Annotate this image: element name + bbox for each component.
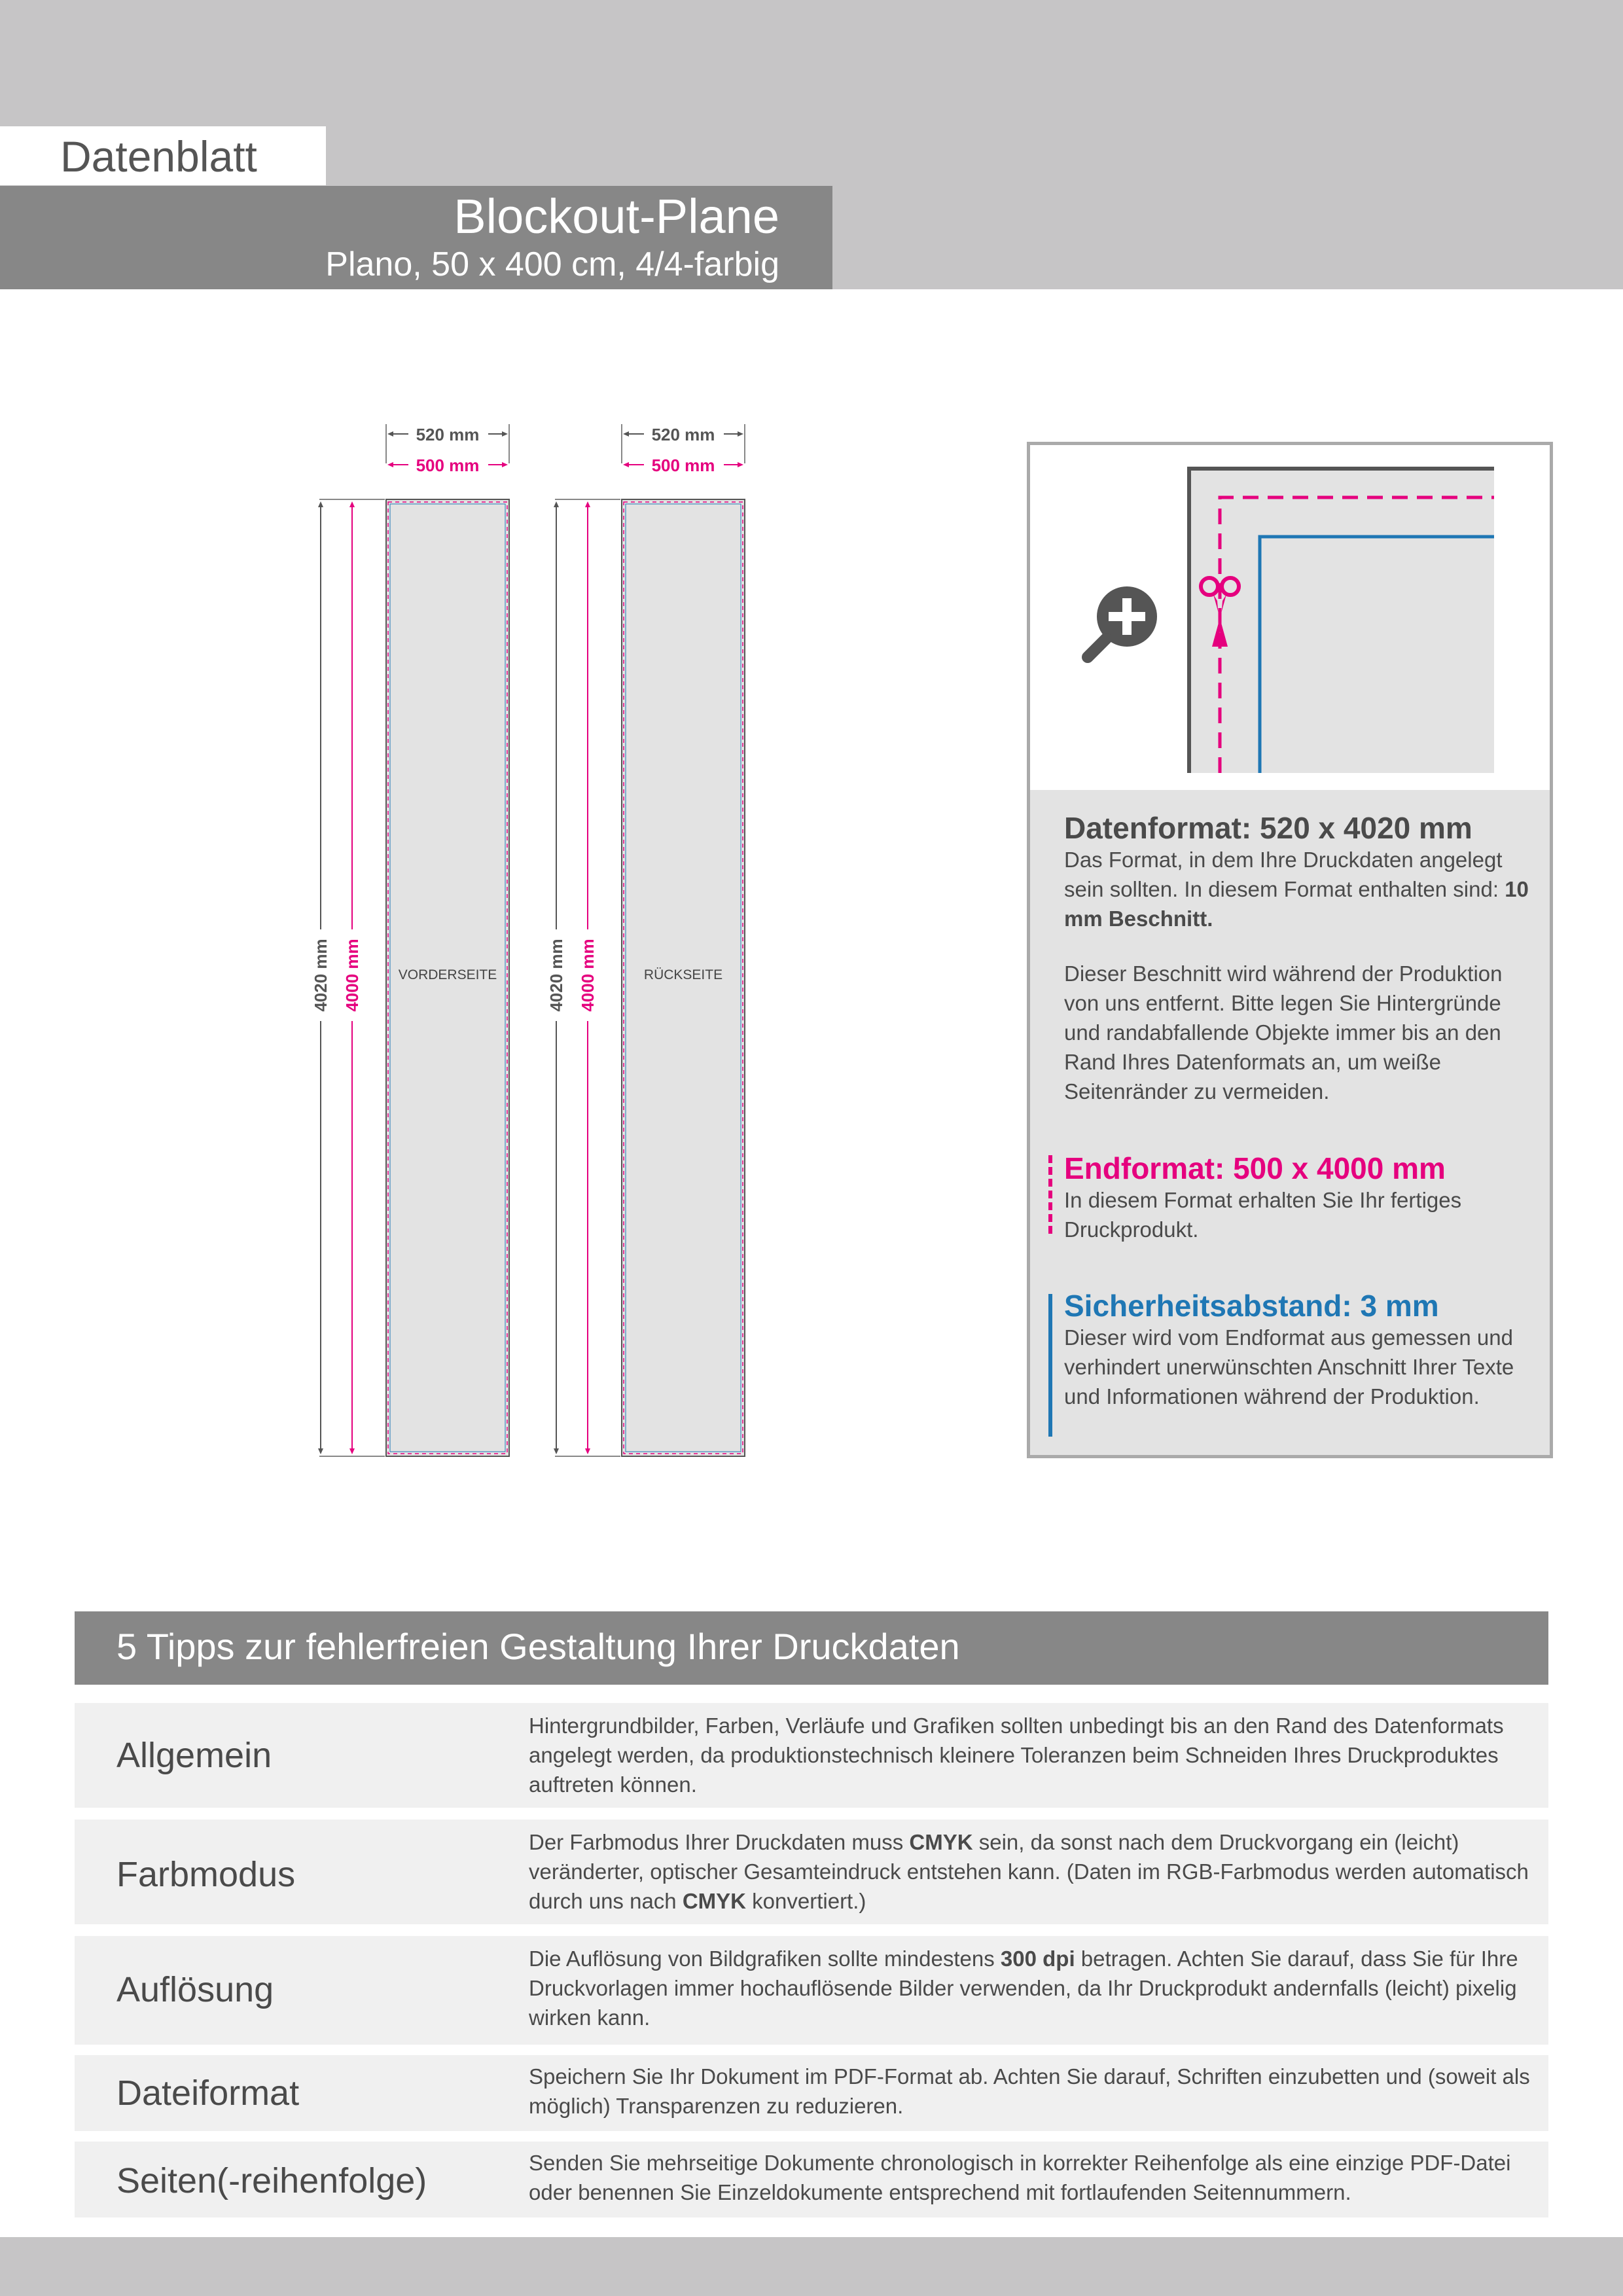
zoom-detail-drawing [1030,445,1550,791]
zoom-in-icon [1088,586,1157,657]
format-info-box [1027,790,1553,1458]
tip-row-aufloesung [75,1936,1548,2045]
data-format-text [1064,845,1542,933]
page-title: Blockout-Plane [454,189,779,243]
data-format-title: Datenformat: 520 x 4020 mm [1064,811,1472,845]
tip-text: Hintergrundbilder, Farben, Verläufe und Grafiken sollten unbedingt bis an den Rand des Datenformats angelegt werden, da produktionstechnisch kleinere Toleranzen beim Schneiden Ihres Druckproduktes auftreten können. [529,1713,1504,1797]
footer-band [0,2237,1623,2296]
format-diagram [0,393,851,1505]
tip-text: Speichern Sie Ihr Dokument im PDF-Format ab. Achten Sie darauf, Schriften einzubetten und (soweit als möglich) Transparenzen zu reduzieren. [529,2064,1530,2118]
tip-text: Senden Sie mehrseitige Dokumente chronologisch in korrekter Reihenfolge als eine einzige PDF-Datei oder benennen Sie Einzeldokumente entsprechend mit fortlaufenden Seitennummern. [529,2151,1511,2204]
front-outer-width-label: 520 mm [416,425,480,444]
front-side-label: VORDERSEITE [398,967,497,982]
tip-row-seitenreihenfolge [75,2142,1548,2217]
safety-marker [1048,1294,1052,1437]
back-outer-width-label: 520 mm [651,425,715,444]
tip-text-bold: 300 dpi [1000,1946,1075,1971]
tip-text-bold: CMYK [682,1889,746,1913]
tip-row-farbmodus [75,1820,1548,1924]
front-panel-drawing [311,424,509,1456]
end-format-title: Endformat: 500 x 4000 mm [1064,1151,1446,1185]
tip-row-allgemein [75,1703,1548,1808]
tips-title: 5 Tipps zur fehlerfreien Gestaltung Ihrer Druckdaten [116,1626,960,1667]
back-inner-width-label: 500 mm [651,456,715,475]
tip-text [529,1944,1537,2032]
front-inner-width-label: 500 mm [416,456,480,475]
back-inner-height-label: 4000 mm [578,939,597,1012]
tip-label: Seiten(-reihenfolge) [116,2161,427,2200]
back-side-label: RÜCKSEITE [643,967,723,982]
back-outer-height-label: 4020 mm [546,939,566,1012]
tip-label: Allgemein [116,1736,272,1775]
zoom-detail-box [1027,442,1553,794]
safety-title: Sicherheitsabstand: 3 mm [1064,1289,1439,1323]
tip-text-part: sein, da sonst nach dem Druckvorgang ein (leicht) veränderter, optischer Gesamteindruck entstehen kann. (Daten im RGB-Farbmodus werden automatisch durch uns nach [529,1830,1529,1913]
page-subtitle: Plano, 50 x 400 cm, 4/4-farbig [325,245,779,283]
tip-text-bold: CMYK [909,1830,973,1854]
tip-label: Auflösung [116,1970,274,2009]
tip-text-part: betragen. Achten Sie darauf, dass Sie für Ihre Druckvorlagen immer hochauflösende Bilder verwenden, da Ihr Druckprodukt andernfalls (leicht) pixelig wirken kann. [529,1946,1518,2030]
tip-text [529,1827,1537,1916]
bleed-emphasis: 10 mm Beschnitt. [1064,877,1529,931]
tip-text-part: konvertiert.) [746,1889,866,1913]
front-outer-height-label: 4020 mm [311,939,330,1012]
bleed-explanation: Dieser Beschnitt wird während der Produktion von uns entfernt. Bitte legen Sie Hintergründe und randabfallende Objekte immer bis an den Rand Ihres Datenformats an, um weiße Seitenränder zu vermeiden. [1064,961,1503,1103]
data-format-text-part: Das Format, in dem Ihre Druckdaten angelegt sein sollten. In diesem Format enthalten sind: [1064,848,1505,901]
zoom-bleed-area [1189,469,1494,773]
tip-label: Dateiformat [116,2073,300,2113]
front-inner-height-label: 4000 mm [342,939,362,1012]
safety-text: Dieser wird vom Endformat aus gemessen und verhindert unerwünschten Anschnitt Ihrer Texte und Informationen während der Produktion. [1064,1325,1514,1408]
end-format-marker [1048,1155,1052,1234]
tip-text-part: Der Farbmodus Ihrer Druckdaten muss [529,1830,910,1854]
tip-label: Farbmodus [116,1855,296,1894]
tip-row-dateiformat [75,2055,1548,2131]
back-panel-drawing [546,424,745,1456]
doc-label: Datenblatt [60,132,257,181]
end-format-text: In diesem Format erhalten Sie Ihr fertiges Druckprodukt. [1064,1188,1462,1242]
tip-text-part: Die Auflösung von Bildgrafiken sollte mindestens [529,1946,1001,1971]
